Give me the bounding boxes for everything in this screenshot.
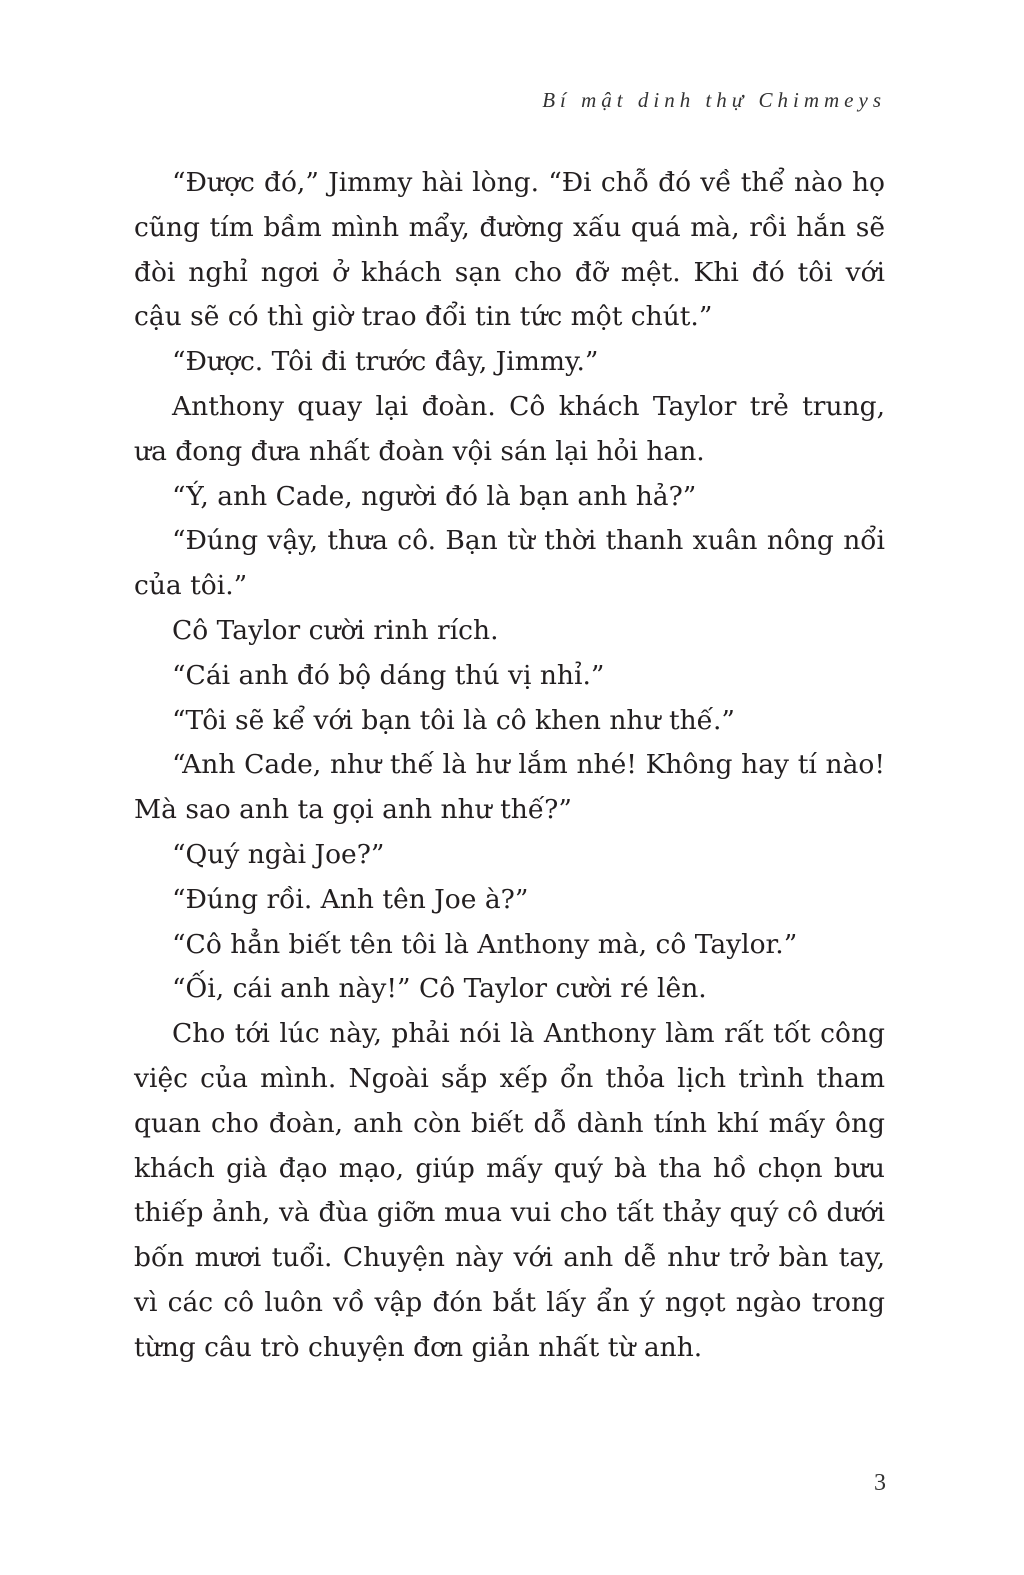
page-number: 3: [874, 1470, 886, 1496]
paragraph: “Anh Cade, như thế là hư lắm nhé! Không hay tí nào! Mà sao anh ta gọi anh như thế?”: [134, 749, 885, 826]
paragraph: “Đúng vậy, thưa cô. Bạn từ thời thanh xuân nông nổi của tôi.”: [134, 525, 885, 602]
paragraph: “Ối, cái anh này!” Cô Taylor cười ré lên.: [172, 973, 707, 1005]
paragraph: Anthony quay lại đoàn. Cô khách Taylor trẻ trung, ưa đong đưa nhất đoàn vội sán lại hỏi han.: [134, 390, 885, 467]
paragraph: “Ý, anh Cade, người đó là bạn anh hả?”: [172, 480, 697, 512]
paragraph: “Cái anh đó bộ dáng thú vị nhỉ.”: [172, 659, 605, 691]
body-text: [134, 161, 885, 1371]
paragraph: Cho tới lúc này, phải nói là Anthony làm rất tốt công việc của mình. Ngoài sắp xếp ổn thỏa lịch trình tham quan cho đoàn, anh còn biết dỗ dành tính khí mấy ông khách già đạo mạo, giúp mấy quý bà tha hồ chọn bưu thiếp ảnh, và đùa giỡn mua vui cho tất thảy quý cô dưới bốn mươi tuổi. Chuyện này với anh dễ như trở bàn tay, vì các cô luôn vồ vập đón bắt lấy ẩn ý ngọt ngào trong từng câu trò chuyện đơn giản nhất từ anh.: [134, 1018, 885, 1363]
running-head: Bí mật dinh thự Chimmeys: [542, 88, 886, 112]
paragraph: “Cô hẳn biết tên tôi là Anthony mà, cô Taylor.”: [172, 928, 798, 960]
paragraph: “Quý ngài Joe?”: [172, 838, 385, 870]
paragraph: Cô Taylor cười rinh rích.: [172, 614, 499, 646]
paragraph: “Được đó,” Jimmy hài lòng. “Đi chỗ đó về thể nào họ cũng tím bầm mình mẩy, đường xấu quá mà, rồi hắn sẽ đòi nghỉ ngơi ở khách sạn cho đỡ mệt. Khi đó tôi với cậu sẽ có thì giờ trao đổi tin tức một chút.”: [134, 167, 885, 333]
paragraph: “Được. Tôi đi trước đây, Jimmy.”: [172, 346, 599, 378]
paragraph: “Tôi sẽ kể với bạn tôi là cô khen như thế.”: [172, 704, 735, 736]
paragraph: “Đúng rồi. Anh tên Joe à?”: [172, 883, 529, 915]
